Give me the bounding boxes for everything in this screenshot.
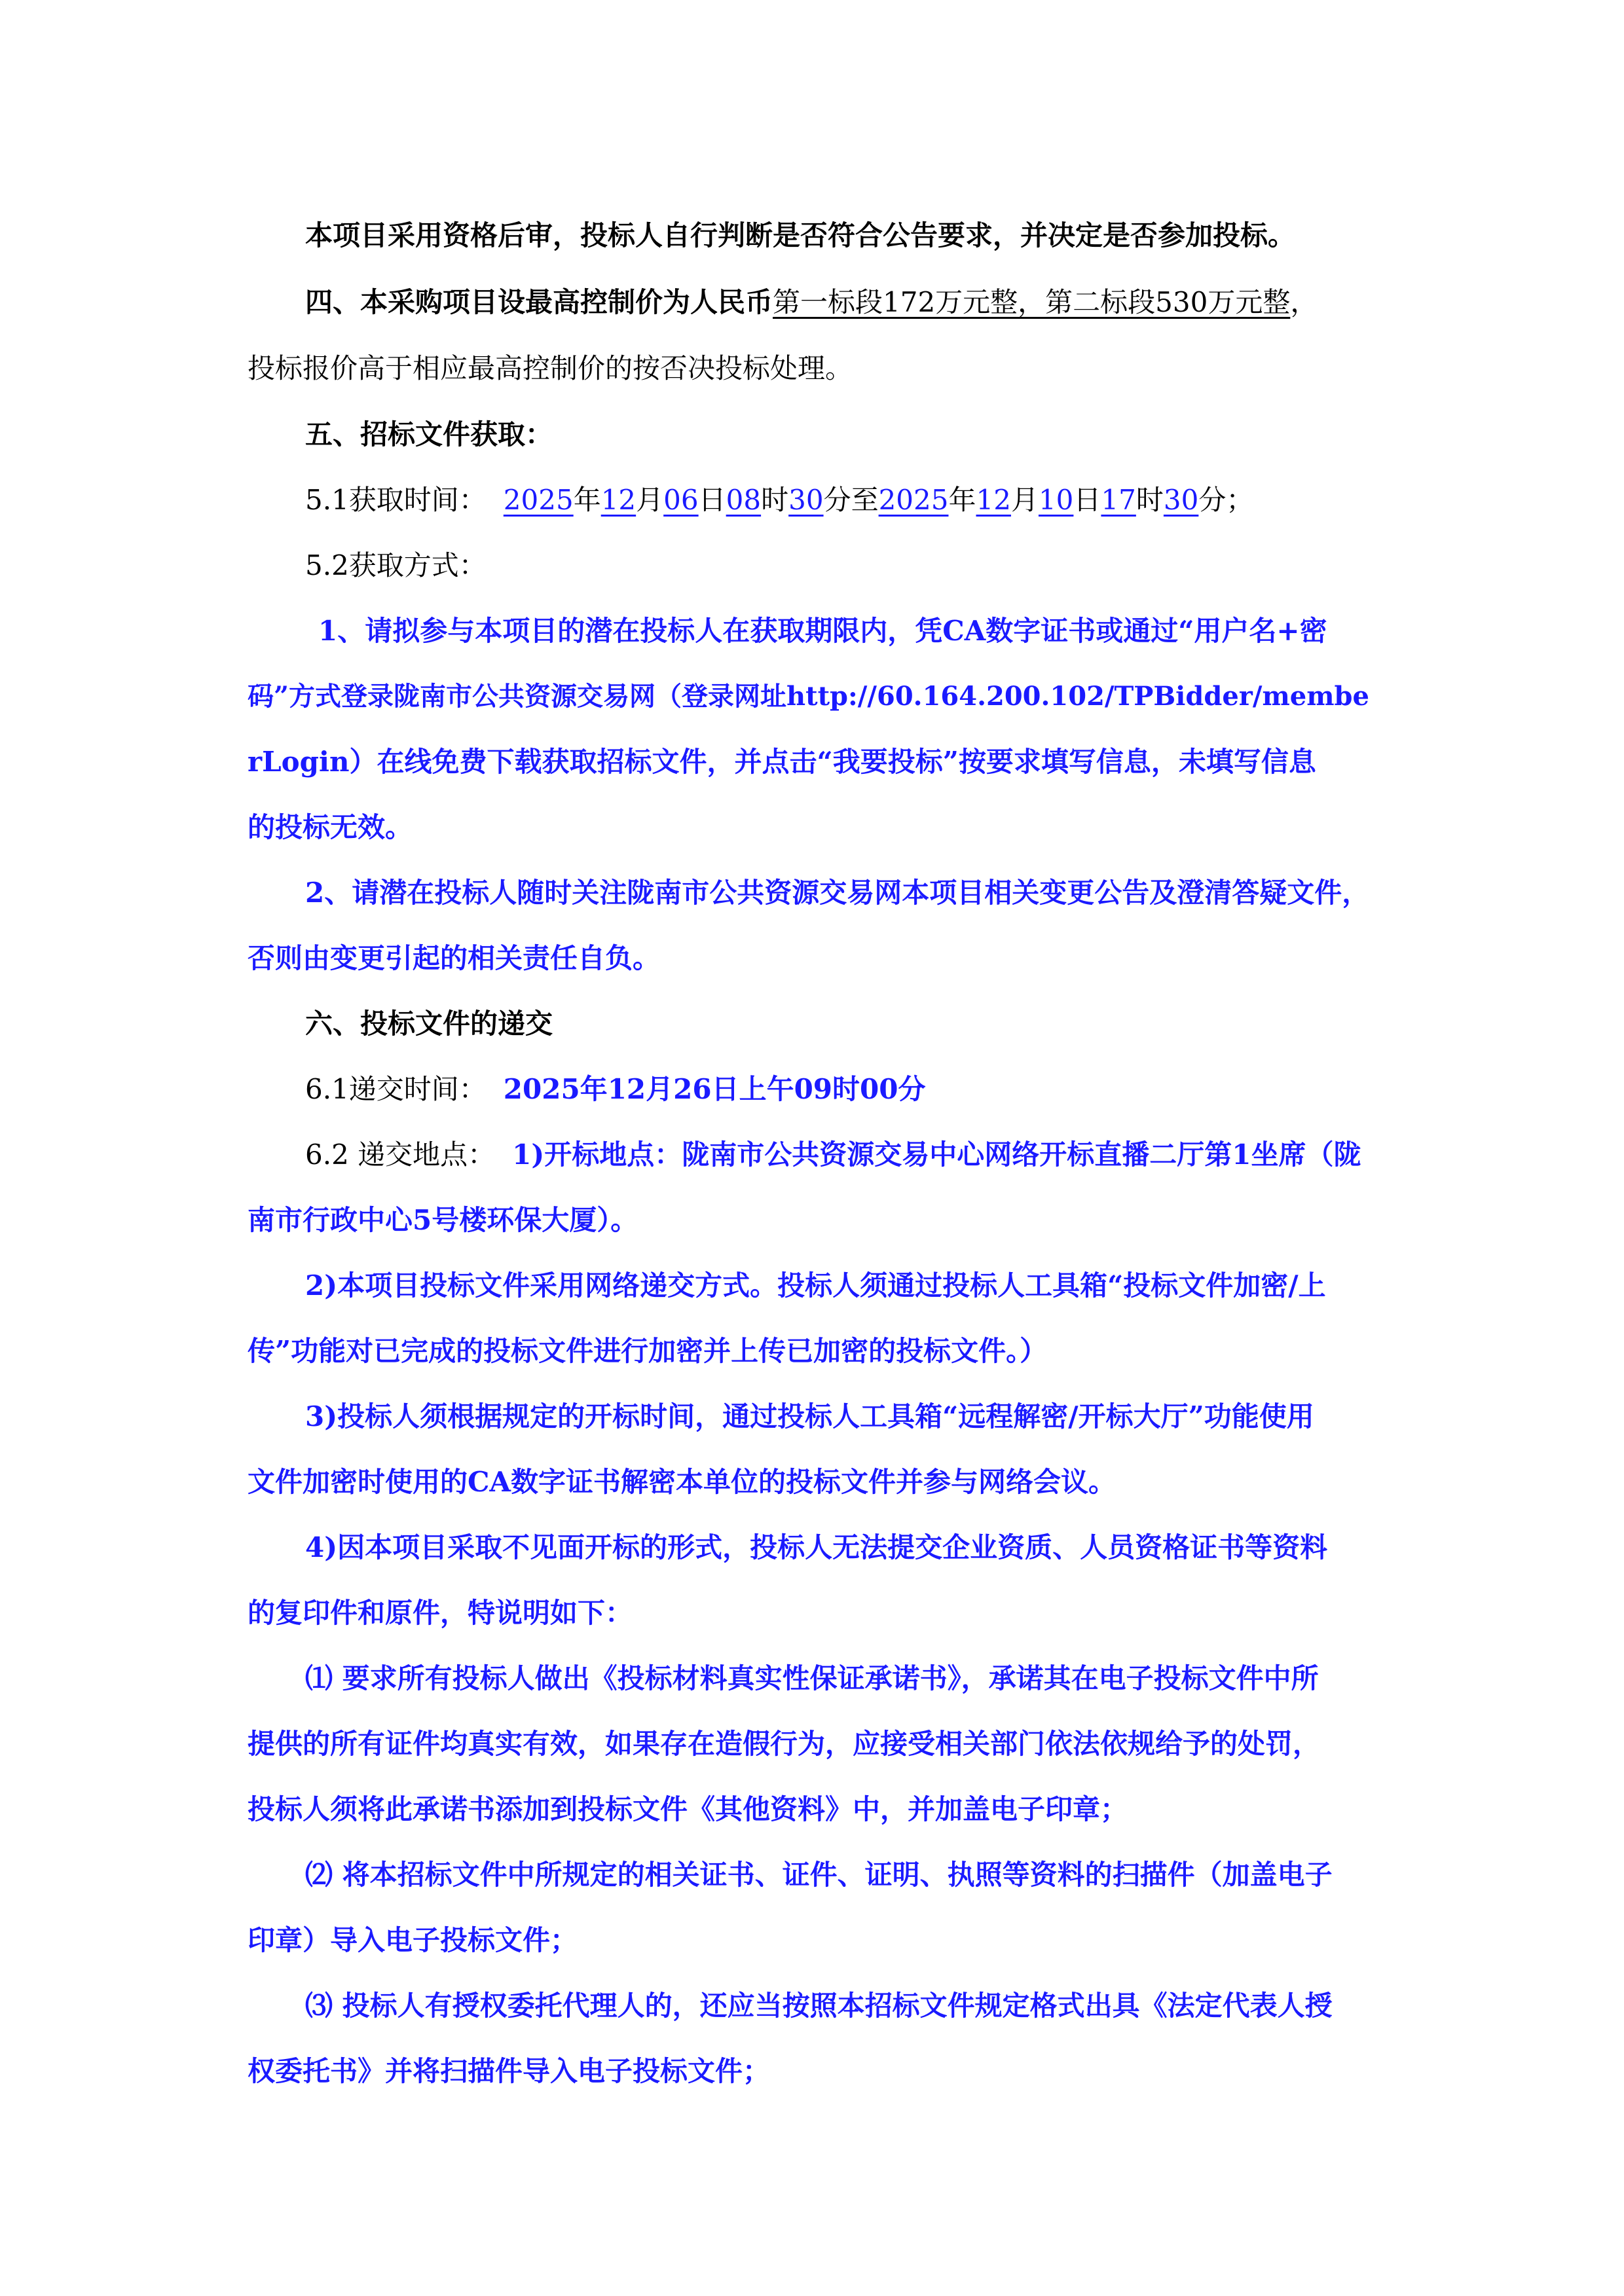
control-price: 第一标段172万元整，第二标段530万元整 xyxy=(773,286,1291,318)
sub-1-line-2: 提供的所有证件均真实有效，如果存在造假行为，应接受相关部门依法依规给予的处罚， xyxy=(248,1728,1321,1760)
submission-place-label: 6.2 递交地点： xyxy=(305,1139,496,1171)
item-2-line-2: 传”功能对已完成的投标文件进行加密并上传已加密的投标文件。） xyxy=(248,1335,1048,1367)
section-5-heading: 五、招标文件获取： xyxy=(305,418,553,450)
unit-text: 时 xyxy=(761,484,789,516)
unit-text: 分； xyxy=(1198,484,1254,516)
method-1-line-1: 1、请拟参与本项目的潜在投标人在获取期限内，凭CA数字证书或通过“用户名+密 xyxy=(318,615,1327,647)
item-4-line-1: 4)因本项目采取不见面开标的形式，投标人无法提交企业资质、人员资格证书等资料 xyxy=(305,1531,1328,1563)
sub-2-line-2: 印章）导入电子投标文件； xyxy=(248,1924,578,1956)
end-minute: 30 xyxy=(1163,484,1199,516)
sub-2-line-1: ⑵ 将本招标文件中所规定的相关证书、证件、证明、执照等资料的扫描件（加盖电子 xyxy=(305,1859,1333,1891)
end-hour: 17 xyxy=(1101,484,1136,516)
start-minute: 30 xyxy=(788,484,824,516)
unit-text: 年 xyxy=(948,484,976,516)
unit-text: 日 xyxy=(1073,484,1101,516)
unit-text: 月 xyxy=(1010,484,1039,516)
method-2-line-1: 2、请潜在投标人随时关注陇南市公共资源交易网本项目相关变更公告及澄清答疑文件， xyxy=(305,877,1370,909)
section-4-line-2: 投标报价高于相应最高控制价的按否决投标处理。 xyxy=(248,352,853,384)
unit-text: 月 xyxy=(636,484,664,516)
end-year: 2025 xyxy=(878,484,949,516)
opening-location: 1)开标地点：陇南市公共资源交易中心网络开标直播二厅第1坐席（陇 xyxy=(512,1139,1361,1171)
sub-3-line-2: 权委托书》并将扫描件导入电子投标文件； xyxy=(248,2055,771,2087)
item-3-line-2: 文件加密时使用的CA数字证书解密本单位的投标文件并参与网络会议。 xyxy=(248,1466,1116,1498)
sub-1-line-1: ⑴ 要求所有投标人做出《投标材料真实性保证承诺书》，承诺其在电子投标文件中所 xyxy=(305,1662,1319,1694)
start-month: 12 xyxy=(600,484,637,516)
end-month: 12 xyxy=(976,484,1011,516)
sub-1-line-3: 投标人须将此承诺书添加到投标文件《其他资料》中，并加盖电子印章； xyxy=(248,1793,1128,1825)
method-1-line-4: 的投标无效。 xyxy=(248,811,413,843)
submission-place-line-1 xyxy=(305,1127,1361,1182)
start-hour: 08 xyxy=(726,484,762,516)
start-year: 2025 xyxy=(503,484,574,516)
unit-text: 时 xyxy=(1135,484,1164,516)
item-2-line-1: 2)本项目投标文件采用网络递交方式。投标人须通过投标人工具箱“投标文件加密/上 xyxy=(305,1269,1326,1302)
acquisition-time-line xyxy=(305,473,1253,528)
acquisition-method-label: 5.2获取方式： xyxy=(305,549,487,581)
qualification-review-line: 本项目采用资格后审，投标人自行判断是否符合公告要求，并决定是否参加投标。 xyxy=(305,219,1296,251)
method-1-line-2: 码”方式登录陇南市公共资源交易网（登录网址http://60.164.200.102/TPBidder/membe xyxy=(248,681,1369,712)
section-4-line-1 xyxy=(305,275,1318,330)
acquisition-time-label: 5.1获取时间： xyxy=(305,484,487,516)
item-4-line-2: 的复印件和原件，特说明如下： xyxy=(248,1597,633,1629)
submission-place-line-2: 南市行政中心5号楼环保大厦）。 xyxy=(248,1204,638,1236)
submission-time-label: 6.1递交时间： xyxy=(305,1073,487,1105)
unit-text: 年 xyxy=(573,484,601,516)
section-4-tail: ， xyxy=(1290,286,1318,318)
method-1-line-3: rLogin）在线免费下载获取招标文件，并点击“我要投标”按要求填写信息，未填写信息 xyxy=(248,746,1316,778)
section-4-lead: 四、本采购项目设最高控制价为人民币 xyxy=(305,286,773,318)
unit-text: 分至 xyxy=(823,484,879,516)
submission-time-line xyxy=(305,1062,925,1117)
sub-3-line-1: ⑶ 投标人有授权委托代理人的，还应当按照本招标文件规定格式出具《法定代表人授 xyxy=(305,1990,1333,2022)
end-day: 10 xyxy=(1038,484,1074,516)
item-3-line-1: 3)投标人须根据规定的开标时间，通过投标人工具箱“远程解密/开标大厅”功能使用 xyxy=(305,1400,1314,1432)
section-6-heading: 六、投标文件的递交 xyxy=(305,1008,553,1040)
submission-time-value: 2025年12月26日上午09时00分 xyxy=(503,1073,926,1105)
method-2-line-2: 否则由变更引起的相关责任自负。 xyxy=(248,942,661,974)
start-day: 06 xyxy=(663,484,699,516)
unit-text: 日 xyxy=(698,484,726,516)
